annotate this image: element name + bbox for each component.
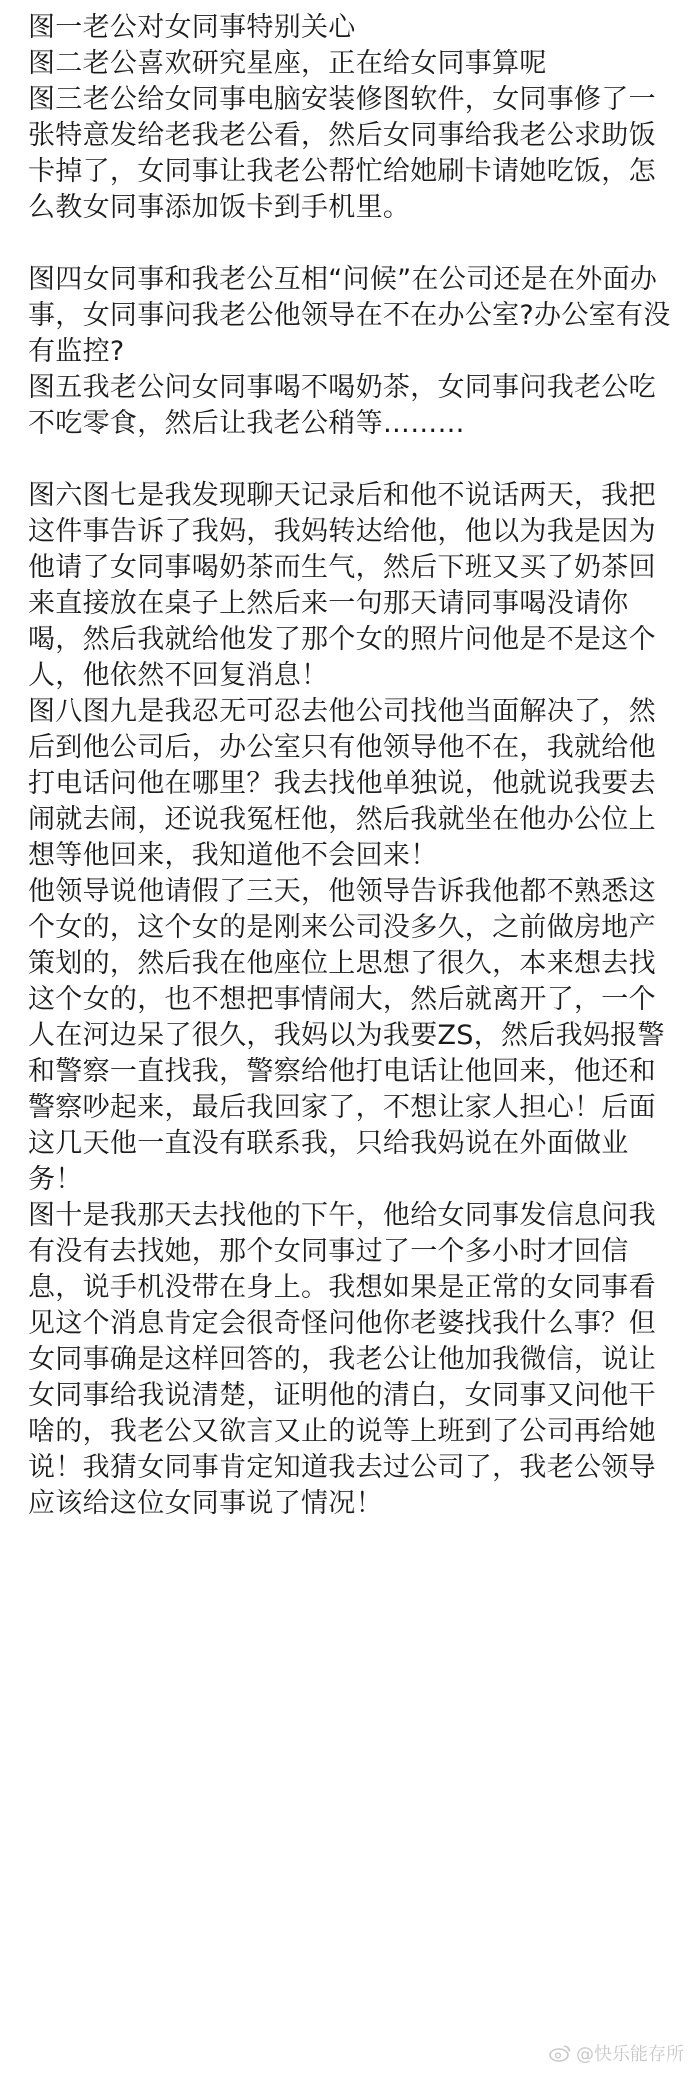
paragraph-fig6-7: 图六图七是我发现聊天记录后和他不说话两天，我把这件事告诉了我妈，我妈转达给他，他以为我是因为他请了女同事喝奶茶而生气，然后下班又买了奶茶回来直接放在桌子上然后来一句那天请同事喝没请你喝，然后我就给他发了那个女的照片问他是不是这个人，他依然不回复消息！ xyxy=(28,480,656,691)
paragraph-fig3: 图三老公给女同事电脑安装修图软件，女同事修了一张特意发给老我老公看，然后女同事给我老公求助饭卡掉了，女同事让我老公帮忙给她刷卡请她吃饭，怎么教女同事添加饭卡到手机里。 xyxy=(28,84,656,223)
weibo-icon xyxy=(549,2044,571,2062)
paragraph-leader: 他领导说他请假了三天，他领导告诉我他都不熟悉这个女的，这个女的是刚来公司没多久，之前做房地产策划的，然后我在他座位上思想了很久，本来想去找这个女的，也不想把事情闹大，然后就离开了，一个人在河边呆了很久，我妈以为我要ZS，然后我妈报警和警察一直找我，警察给他打电话让他回来，他还和警察吵起来，最后我回家了，不想让家人担心！后面这几天他一直没有联系我，只给我妈说在外面做业务！ xyxy=(28,876,665,1195)
paragraph-fig2: 图二老公喜欢研究星座，正在给女同事算呢 xyxy=(28,48,547,79)
paragraph-fig8-9: 图八图九是我忍无可忍去他公司找他当面解决了，然后到他公司后，办公室只有他领导他不在，我就给他打电话问他在哪里？我去找他单独说，他就说我要去闹就去闹，还说我冤枉他，然后我就坐在他办公位上想等他回来，我知道他不会回来！ xyxy=(28,696,656,871)
watermark-text: @快乐能存所 xyxy=(576,2044,684,2065)
paragraph-spacer xyxy=(28,442,678,478)
paragraph-spacer xyxy=(28,226,678,262)
paragraph-fig10: 图十是我那天去找他的下午，他给女同事发信息问我有没有去找她，那个女同事过了一个多小时才回信息，说手机没带在身上。我想如果是正常的女同事看见这个消息肯定会很奇怪问他你老婆找我什么事？但女同事确是这样回答的，我老公让他加我微信，说让女同事给我说清楚，证明他的清白，女同事又问他干啥的，我老公又欲言又止的说等上班到了公司再给她说！我猜女同事肯定知道我去过公司了，我老公领导应该给这位女同事说了情况！ xyxy=(28,1200,656,1519)
watermark xyxy=(549,2040,684,2066)
paragraph-fig4: 图四女同事和我老公互相“问候”在公司还是在外面办事，女同事问我老公他领导在不在办公室?办公室有没有监控? xyxy=(28,264,671,367)
document-body xyxy=(28,10,678,1522)
paragraph-fig5: 图五我老公问女同事喝不喝奶茶，女同事问我老公吃不吃零食，然后让我老公稍等……… xyxy=(28,372,656,439)
paragraph-fig1: 图一老公对女同事特别关心 xyxy=(28,12,356,43)
